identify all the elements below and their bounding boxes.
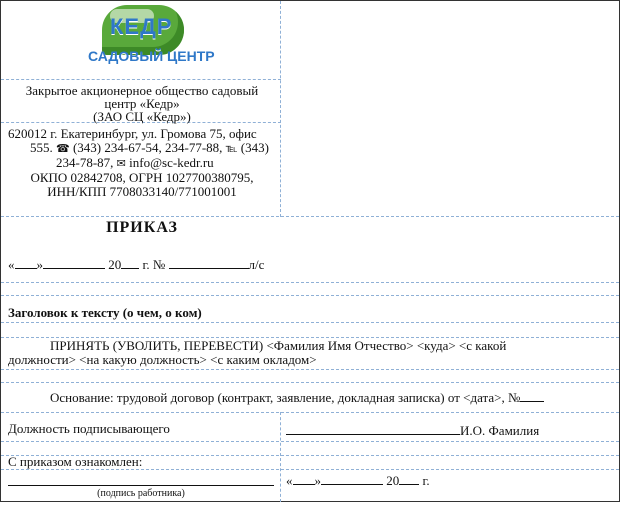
order-number-suffix: л/с (248, 257, 265, 272)
ack-year-blank[interactable] (399, 472, 419, 485)
signer-signature-line (286, 422, 539, 438)
order-year-suffix: г. № (142, 257, 166, 272)
org-email[interactable]: info@sc-kedr.ru (129, 155, 214, 170)
order-body-line1: ПРИНЯТЬ (УВОЛИТЬ, ПЕРЕВЕСТИ) <Фамилия Имя Отчество> <куда> <с какой (50, 338, 507, 353)
order-date-close: » (36, 257, 43, 272)
org-address-line1: 620012 г. Екатеринбург, ул. Громова 75, офис (8, 126, 257, 141)
table-row-divider (1, 216, 619, 217)
order-year-blank[interactable] (121, 256, 139, 269)
table-row-divider (1, 469, 619, 470)
ack-date-open: « (286, 473, 293, 488)
table-row-divider (1, 441, 619, 442)
ack-year-prefix: 20 (386, 473, 400, 488)
org-address-office: 555. (30, 140, 53, 155)
fax-icon: ℡ (225, 142, 238, 155)
table-row-divider (1, 382, 619, 383)
acknowledge-label: С приказом ознакомлен: (8, 454, 143, 469)
envelope-icon: ✉ (116, 157, 126, 170)
order-basis-line (50, 389, 544, 405)
org-name-line2: центр «Кедр» (104, 96, 180, 111)
signer-signature-blank[interactable] (286, 422, 460, 435)
logo-brand-text: КЕДР (110, 14, 173, 39)
org-fax-email-line (56, 156, 214, 171)
employee-signature-caption: (подпись работника) (97, 488, 185, 499)
table-row-divider (1, 322, 619, 323)
org-contacts-line (30, 141, 269, 156)
ack-day-blank[interactable] (293, 472, 315, 485)
order-basis-text: Основание: трудовой договор (контракт, заявление, докладная записка) от <дата>, № (50, 390, 521, 405)
order-day-blank[interactable] (15, 256, 37, 269)
table-row-divider (1, 79, 281, 80)
table-row-divider (1, 412, 619, 413)
order-title: ПРИКАЗ (106, 219, 178, 236)
employee-signature-line[interactable] (8, 485, 274, 486)
basis-number-blank[interactable] (520, 389, 544, 402)
company-logo (88, 5, 215, 77)
logo-subtitle-text: САДОВЫЙ ЦЕНТР (88, 48, 215, 64)
table-column-divider (280, 412, 281, 502)
org-name-line1: Закрытое акционерное общество садовый (25, 83, 259, 98)
ack-date-close: » (314, 473, 321, 488)
phone-icon: ☎ (56, 142, 70, 155)
org-short-name: (ЗАО СЦ «Кедр») (93, 109, 191, 124)
order-year-prefix: 20 (108, 257, 122, 272)
ack-year-suffix: г. (422, 473, 430, 488)
ack-month-blank[interactable] (321, 472, 383, 485)
org-phone: (343) 234-67-54, 234-77-88, (72, 140, 223, 155)
org-codes-line1: ОКПО 02842708, ОГРН 1027700380795, (30, 170, 254, 185)
org-fax-part1: (343) (240, 140, 269, 155)
order-body-line2: должности> <на какую должность> <с каким окладом> (8, 352, 317, 367)
table-row-divider (1, 295, 619, 296)
acknowledge-date-line (286, 472, 430, 488)
order-date-open: « (8, 257, 15, 272)
order-heading: Заголовок к тексту (о чем, о ком) (8, 305, 202, 320)
table-column-divider (280, 1, 281, 217)
signer-name: И.О. Фамилия (460, 423, 540, 438)
order-month-blank[interactable] (43, 256, 105, 269)
order-number-blank[interactable] (169, 256, 249, 269)
table-row-divider (1, 282, 619, 283)
org-fax-part2: 234-78-87, (56, 155, 114, 170)
signer-position: Должность подписывающего (8, 421, 170, 436)
order-date-line (8, 256, 264, 272)
table-row-divider (1, 369, 619, 370)
org-codes-line2: ИНН/КПП 7708033140/771001001 (47, 184, 237, 199)
